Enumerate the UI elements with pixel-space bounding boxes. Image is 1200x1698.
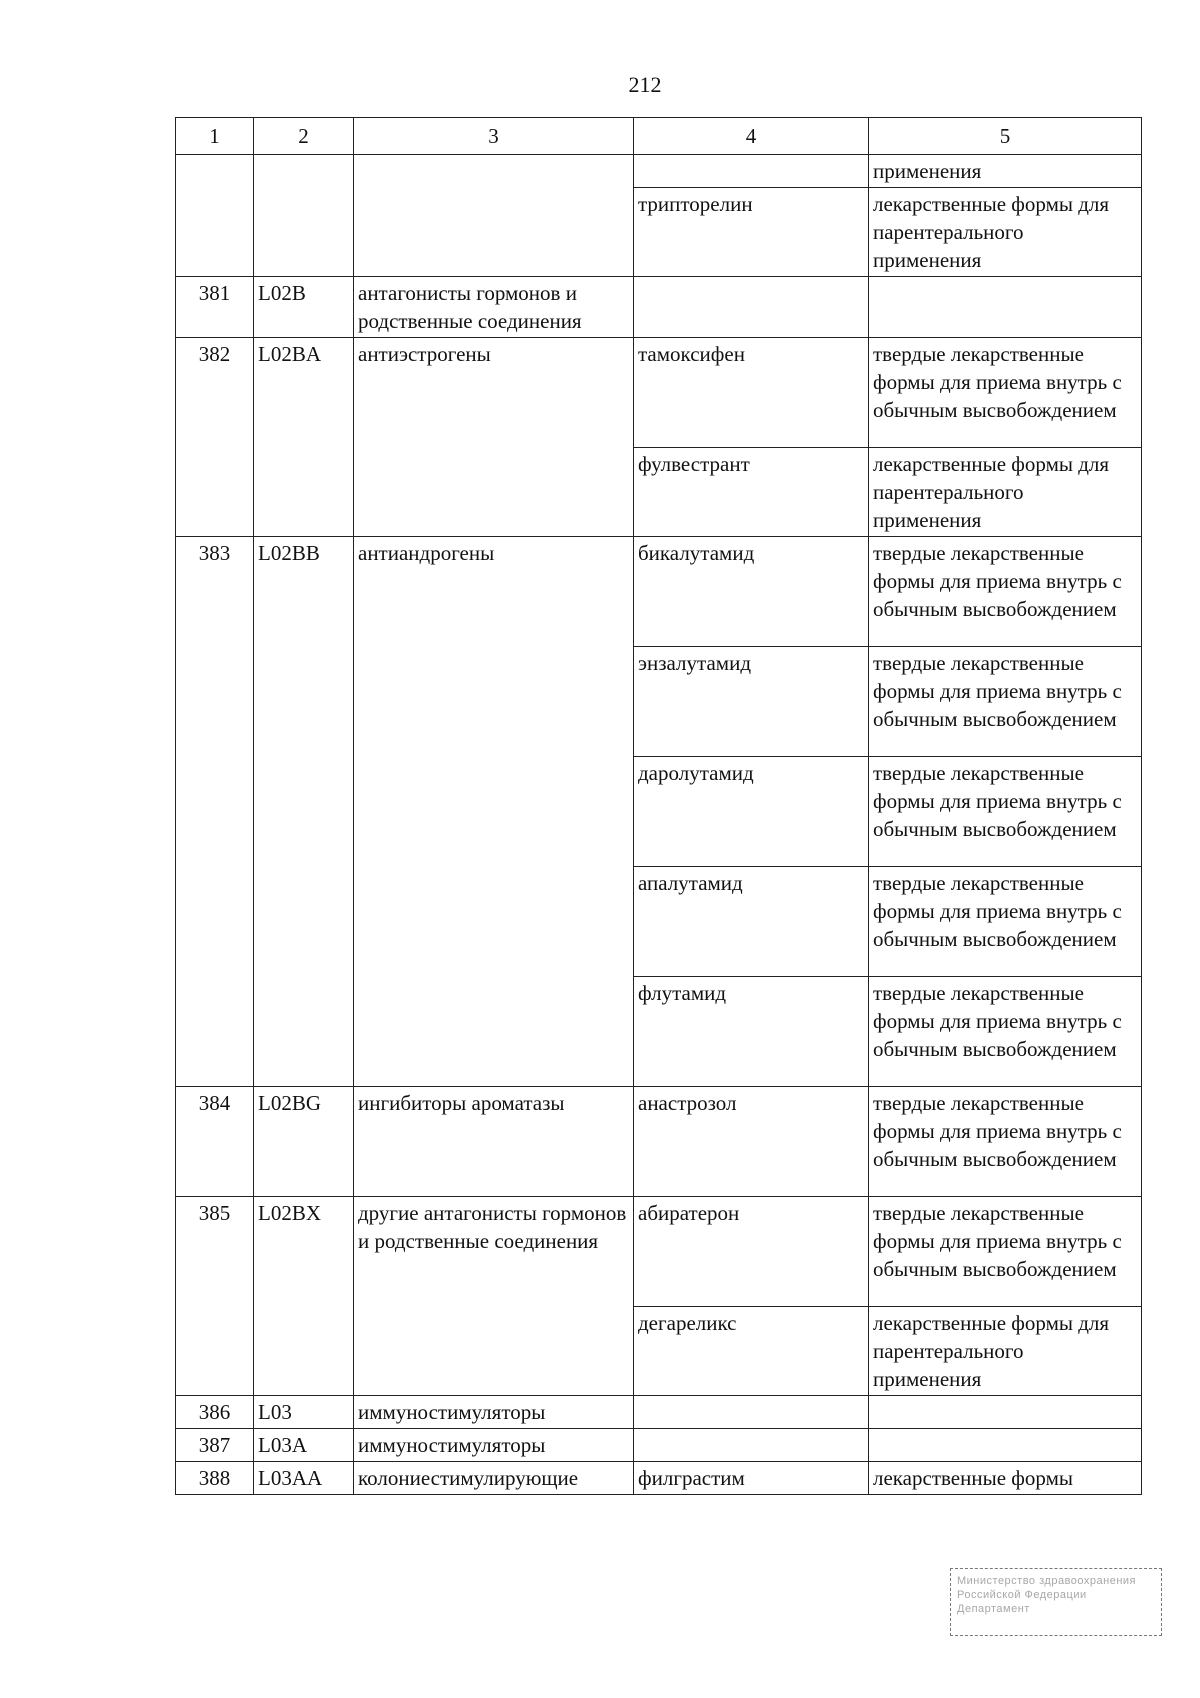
atc-code-cell: L02BX [254,1197,354,1396]
dosage-form-cell: лекарственные формы для парентерального применения [869,1307,1142,1396]
drug-cell: дегареликс [634,1307,869,1396]
column-header-3: 3 [354,118,634,155]
drug-cell [634,277,869,338]
drug-cell: бикалутамид [634,537,869,647]
stamp-line: Департамент [957,1603,1030,1615]
row-number-cell: 388 [176,1462,254,1495]
group-cell: иммуностимуляторы [354,1429,634,1462]
drug-cell [634,1429,869,1462]
drug-cell: анастрозол [634,1087,869,1197]
dosage-form-cell: твердые лекарственные формы для приема внутрь с обычным высвобождением [869,1197,1142,1307]
dosage-form-cell: применения [869,155,1142,188]
dosage-form-cell [869,1396,1142,1429]
group-cell: колониестимулирующие [354,1462,634,1495]
drug-cell: апалутамид [634,867,869,977]
table-row [176,537,1142,647]
certification-stamp [950,1568,1162,1636]
dosage-form-cell: твердые лекарственные формы для приема внутрь с обычным высвобождением [869,1087,1142,1197]
column-header-2: 2 [254,118,354,155]
drug-cell: филграстим [634,1462,869,1495]
dosage-form-cell: твердые лекарственные формы для приема внутрь с обычным высвобождением [869,977,1142,1087]
row-number-cell [176,155,254,277]
drug-cell: энзалутамид [634,647,869,757]
dosage-form-cell: твердые лекарственные формы для приема внутрь с обычным высвобождением [869,537,1142,647]
drug-cell: фулвестрант [634,448,869,537]
dosage-form-cell: твердые лекарственные формы для приема внутрь с обычным высвобождением [869,338,1142,448]
stamp-line: Министерство здравоохранения [957,1575,1136,1587]
atc-code-cell: L02B [254,277,354,338]
row-number-cell: 387 [176,1429,254,1462]
group-cell: антиандрогены [354,537,634,1087]
atc-code-cell: L02BA [254,338,354,537]
table-row [176,1087,1142,1197]
atc-code-cell [254,155,354,277]
group-cell: антагонисты гормонов и родственные соединения [354,277,634,338]
dosage-form-cell: лекарственные формы для парентерального применения [869,188,1142,277]
drug-cell: абиратерон [634,1197,869,1307]
group-cell: антиэстрогены [354,338,634,537]
page-number: 212 [628,72,662,97]
drug-cell: даролутамид [634,757,869,867]
table-row [176,155,1142,188]
row-number-cell: 384 [176,1087,254,1197]
drug-cell [634,1396,869,1429]
group-cell [354,155,634,277]
group-cell: другие антагонисты гормонов и родственные соединения [354,1197,634,1396]
atc-code-cell: L02BB [254,537,354,1087]
table-row [176,1429,1142,1462]
atc-code-cell: L03 [254,1396,354,1429]
row-number-cell: 385 [176,1197,254,1396]
table-row [176,1462,1142,1495]
table-row [176,277,1142,338]
dosage-form-cell: твердые лекарственные формы для приема внутрь с обычным высвобождением [869,647,1142,757]
atc-code-cell: L03A [254,1429,354,1462]
drug-cell: флутамид [634,977,869,1087]
group-cell: иммуностимуляторы [354,1396,634,1429]
dosage-form-cell: твердые лекарственные формы для приема внутрь с обычным высвобождением [869,867,1142,977]
group-cell: ингибиторы ароматазы [354,1087,634,1197]
column-header-4: 4 [634,118,869,155]
table-row [176,338,1142,448]
row-number-cell: 386 [176,1396,254,1429]
atc-code-cell: L02BG [254,1087,354,1197]
atc-code-cell: L03AA [254,1462,354,1495]
drug-cell: тамоксифен [634,338,869,448]
drug-cell: трипторелин [634,188,869,277]
stamp-line: Российской Федерации [957,1589,1087,1601]
table-row [176,1396,1142,1429]
drug-cell [634,155,869,188]
dosage-form-cell [869,1429,1142,1462]
dosage-form-cell [869,277,1142,338]
table-header-row [176,118,1142,155]
row-number-cell: 381 [176,277,254,338]
medicines-table [175,117,1142,1495]
column-header-5: 5 [869,118,1142,155]
row-number-cell: 383 [176,537,254,1087]
dosage-form-cell: лекарственные формы [869,1462,1142,1495]
row-number-cell: 382 [176,338,254,537]
table-row [176,1197,1142,1307]
dosage-form-cell: твердые лекарственные формы для приема внутрь с обычным высвобождением [869,757,1142,867]
column-header-1: 1 [176,118,254,155]
dosage-form-cell: лекарственные формы для парентерального применения [869,448,1142,537]
